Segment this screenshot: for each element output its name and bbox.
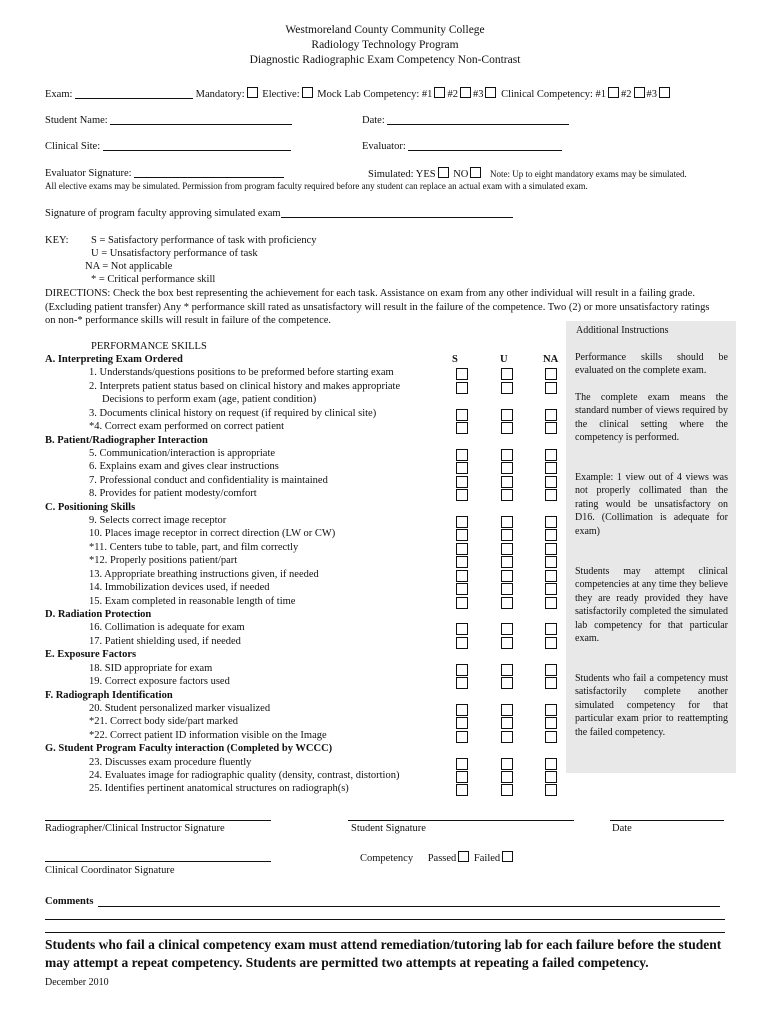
key-label: KEY: [45,235,69,246]
skill-rating-s-checkbox[interactable] [456,623,468,635]
skill-rating-s-checkbox[interactable] [456,543,468,555]
skill-rating-u-checkbox[interactable] [501,597,513,609]
faculty-signature-row [45,207,513,220]
clinical-comp-label: Clinical Competency: #1 [501,89,607,100]
skill-item-label: 25. Identifies pertinent anatomical structures on radiograph(s) [89,783,349,795]
additional-p5: Students who fail a competency must satisfactorily complete another simulated competency for that particular exam prior to reattempting the failed competency. [575,673,728,738]
form-title: Diagnostic Radiographic Exam Competency Non-Contrast [249,54,521,66]
skill-rating-u-checkbox[interactable] [501,476,513,488]
skill-item-label: 10. Places image receptor in correct direction (LW or CW) [89,528,336,540]
date-signature-label: Date [612,823,632,834]
student-name-input[interactable] [110,114,292,125]
skill-rating-u-checkbox[interactable] [501,677,513,689]
skill-rating-na-checkbox[interactable] [545,449,557,461]
student-signature-line[interactable] [348,820,574,821]
skill-rating-u-checkbox[interactable] [501,449,513,461]
skill-item-label: 16. Collimation is adequate for exam [89,622,245,634]
skill-rating-s-checkbox[interactable] [456,462,468,474]
skill-rating-s-checkbox[interactable] [456,597,468,609]
remediation-note: Students who fail a clinical competency exam must attend remediation/tutoring lab for each failure before the student may attempt a repeat competency. Students are permitted two attempts at repeating a failed competency. [45,937,722,970]
skill-rating-na-checkbox[interactable] [545,583,557,595]
key-s: S = Satisfactory performance of task with proficiency [91,235,317,246]
skill-section-heading: G. Student Program Faculty interaction (Completed by WCCC) [45,743,333,755]
skill-item-label: 13. Appropriate breathing instructions given, if needed [89,568,319,580]
skill-rating-s-checkbox[interactable] [456,449,468,461]
simulated-no-checkbox[interactable] [470,167,481,178]
coordinator-signature-line[interactable] [45,861,271,862]
skill-rating-na-checkbox[interactable] [545,677,557,689]
skill-rating-u-checkbox[interactable] [501,623,513,635]
skill-rating-u-checkbox[interactable] [501,704,513,716]
failed-checkbox[interactable] [502,851,513,862]
clinical-comp-2-label: #2 [621,89,632,100]
skill-rating-u-checkbox[interactable] [501,731,513,743]
skill-rating-u-checkbox[interactable] [501,556,513,568]
skill-rating-u-checkbox[interactable] [501,583,513,595]
additional-p2: The complete exam means the standard number of views required by the clinical setting where the competency is performed. [575,392,728,444]
clinical-comp-3-checkbox[interactable] [659,87,670,98]
skill-item-label: 7. Professional conduct and confidentiality is maintained [89,474,328,486]
elective-checkbox[interactable] [302,87,313,98]
skill-rating-s-checkbox[interactable] [456,516,468,528]
skill-rating-s-checkbox[interactable] [456,758,468,770]
skill-rating-na-checkbox[interactable] [545,476,557,488]
skill-rating-u-checkbox[interactable] [501,516,513,528]
skill-rating-s-checkbox[interactable] [456,731,468,743]
skill-item-label: 6. Explains exam and gives clear instructions [89,461,279,473]
comments-line-3[interactable] [45,932,725,933]
radiographer-signature-label: Radiographer/Clinical Instructor Signature [45,823,225,834]
skill-rating-s-checkbox[interactable] [456,489,468,501]
key-na: NA = Not applicable [85,261,173,272]
additional-instructions [566,321,736,773]
skill-section-heading: E. Exposure Factors [45,649,137,661]
skill-rating-na-checkbox[interactable] [545,771,557,783]
column-na-header: NA [543,354,559,365]
clinical-comp-3-label: #3 [646,89,658,100]
mandatory-checkbox[interactable] [247,87,258,98]
mock-lab-3-checkbox[interactable] [485,87,496,98]
student-name-row [45,114,292,127]
clinical-site-input[interactable] [103,140,291,151]
mock-lab-2-checkbox[interactable] [460,87,471,98]
skill-section-heading: D. Radiation Protection [45,608,152,620]
competency-label: Competency [360,853,414,864]
skill-rating-s-checkbox[interactable] [456,717,468,729]
skill-rating-na-checkbox[interactable] [545,489,557,501]
skill-rating-na-checkbox[interactable] [545,529,557,541]
skill-rating-na-checkbox[interactable] [545,731,557,743]
clinical-site-label: Clinical Site: [45,141,101,152]
skill-item-label: 8. Provides for patient modesty/comfort [89,488,257,500]
skill-rating-u-checkbox[interactable] [501,784,513,796]
skill-rating-s-checkbox[interactable] [456,664,468,676]
skill-rating-s-checkbox[interactable] [456,368,468,380]
additional-p3: Example: 1 view out of 4 views was not properly collimated than the rating would be unsatisfactory on D16. (Collimation is adequate for exam) [575,472,728,537]
skill-rating-na-checkbox[interactable] [545,422,557,434]
skill-rating-na-checkbox[interactable] [545,758,557,770]
skill-rating-na-checkbox[interactable] [545,570,557,582]
radiographer-signature-line[interactable] [45,820,271,821]
skill-item-label: *4. Correct exam performed on correct patient [89,421,285,433]
passed-checkbox[interactable] [458,851,469,862]
mock-lab-3-label: #3 [472,89,484,100]
clinical-comp-1-checkbox[interactable] [608,87,619,98]
failed-label: Failed [473,853,501,864]
skill-rating-na-checkbox[interactable] [545,664,557,676]
student-name-label: Student Name: [45,115,108,126]
evaluator-signature-label: Evaluator Signature: [45,168,132,179]
skill-item-label: 15. Exam completed in reasonable length of time [89,595,296,607]
skill-rating-s-checkbox[interactable] [456,677,468,689]
skill-section-heading: F. Radiograph Identification [45,689,173,701]
skill-rating-s-checkbox[interactable] [456,409,468,421]
skill-item-label: *21. Correct body side/part marked [89,716,238,728]
simulated-note: Note: Up to eight mandatory exams may be simulated. [490,169,687,179]
skill-rating-na-checkbox[interactable] [545,382,557,394]
skill-rating-na-checkbox[interactable] [545,623,557,635]
skill-rating-s-checkbox[interactable] [456,556,468,568]
exam-label: Exam: [45,89,73,100]
skill-rating-na-checkbox[interactable] [545,717,557,729]
additional-p4: Students may attempt clinical competencies at any time they believe they are ready provided they have satisfactorily completed the simulated lab competency for that particular exam. [575,566,728,645]
skill-rating-u-checkbox[interactable] [501,758,513,770]
skill-section-heading: B. Patient/Radiographer Interaction [45,434,208,446]
evaluator-label: Evaluator: [362,141,406,152]
skill-rating-na-checkbox[interactable] [545,409,557,421]
mock-lab-1-checkbox[interactable] [434,87,445,98]
skill-rating-u-checkbox[interactable] [501,664,513,676]
simulated-yes-checkbox[interactable] [438,167,449,178]
evaluator-row [362,140,562,153]
competency-row [360,851,515,865]
clinical-comp-2-checkbox[interactable] [634,87,645,98]
student-signature-label: Student Signature [351,823,426,834]
college-name: Westmoreland County Community College [285,24,485,36]
skill-rating-u-checkbox[interactable] [501,382,513,394]
elective-note: All elective exams may be simulated. Permission from program faculty required before any student can replace an actual exam with a simulated exam. [45,181,588,191]
date-row [362,114,569,127]
skill-rating-na-checkbox[interactable] [545,784,557,796]
exam-input[interactable] [75,88,193,99]
skill-rating-u-checkbox[interactable] [501,462,513,474]
program-name: Radiology Technology Program [311,39,459,51]
simulated-no-label: NO [453,169,469,180]
skill-rating-s-checkbox[interactable] [456,529,468,541]
skill-item-label: *12. Properly positions patient/part [89,555,238,567]
date-label: Date: [362,115,385,126]
skill-item-label: *22. Correct patient ID information visible on the Image [89,729,327,741]
comments-line-2[interactable] [45,919,725,920]
skill-rating-na-checkbox[interactable] [545,543,557,555]
skill-rating-na-checkbox[interactable] [545,462,557,474]
skill-rating-u-checkbox[interactable] [501,570,513,582]
mock-lab-label: Mock Lab Competency: #1 [317,89,433,100]
skill-rating-u-checkbox[interactable] [501,717,513,729]
comments-line-1[interactable] [98,906,720,907]
skill-rating-s-checkbox[interactable] [456,570,468,582]
skill-rating-u-checkbox[interactable] [501,409,513,421]
skill-rating-u-checkbox[interactable] [501,771,513,783]
mock-lab-2-label: #2 [447,89,458,100]
skill-item-label: 9. Selects correct image receptor [89,515,227,527]
skill-rating-u-checkbox[interactable] [501,637,513,649]
date-signature-line[interactable] [610,820,724,821]
skill-rating-s-checkbox[interactable] [456,704,468,716]
faculty-signature-input[interactable] [281,207,513,218]
evaluator-input[interactable] [408,140,562,151]
skill-rating-s-checkbox[interactable] [456,784,468,796]
skill-item-label: 17. Patient shielding used, if needed [89,635,241,647]
comments-label: Comments [45,896,94,907]
key-u: U = Unsatisfactory performance of task [91,248,258,259]
skill-rating-na-checkbox[interactable] [545,597,557,609]
skill-rating-u-checkbox[interactable] [501,368,513,380]
skill-section-heading: A. Interpreting Exam Ordered [45,354,183,365]
skill-item-label: 20. Student personalized marker visualized [89,702,271,714]
date-input[interactable] [387,114,569,125]
skill-item-label: 5. Communication/interaction is appropriate [89,447,276,459]
simulated-row [368,167,687,181]
skill-item-label: 18. SID appropriate for exam [89,662,213,674]
passed-label: Passed [427,853,457,864]
skill-rating-u-checkbox[interactable] [501,422,513,434]
mandatory-label: Mandatory: [195,89,245,100]
skill-item-label: *11. Centers tube to table, part, and film correctly [89,541,299,553]
skill-rating-na-checkbox[interactable] [545,368,557,380]
exam-row [45,87,672,101]
column-u-header: U [500,354,508,365]
skill-rating-na-checkbox[interactable] [545,556,557,568]
skill-rating-na-checkbox[interactable] [545,516,557,528]
skill-rating-s-checkbox[interactable] [456,583,468,595]
coordinator-signature-label: Clinical Coordinator Signature [45,865,175,876]
skill-rating-s-checkbox[interactable] [456,637,468,649]
skill-rating-s-checkbox[interactable] [456,422,468,434]
clinical-site-row [45,140,291,153]
skill-rating-u-checkbox[interactable] [501,489,513,501]
skill-item-label: 24. Evaluates image for radiographic quality (density, contrast, distortion) [89,770,400,782]
key-critical: * = Critical performance skill [91,274,216,285]
additional-p1: Performance skills should be evaluated on the complete exam. [575,352,728,377]
revision-date: December 2010 [45,977,109,988]
simulated-yes-label: Simulated: YES [368,169,436,180]
skill-item-label: Decisions to perform exam (age, patient condition) [102,394,317,406]
skill-item-label: 14. Immobilization devices used, if needed [89,582,270,594]
skill-rating-s-checkbox[interactable] [456,771,468,783]
skill-item-label: 1. Understands/questions positions to be preformed before starting exam [89,367,394,379]
skill-rating-na-checkbox[interactable] [545,637,557,649]
skill-item-label: 23. Discusses exam procedure fluently [89,756,252,768]
skill-rating-u-checkbox[interactable] [501,529,513,541]
skill-rating-s-checkbox[interactable] [456,382,468,394]
skill-rating-u-checkbox[interactable] [501,543,513,555]
elective-label: Elective: [262,89,300,100]
performance-skills-title: PERFORMANCE SKILLS [91,341,207,352]
column-s-header: S [452,354,458,365]
skill-rating-s-checkbox[interactable] [456,476,468,488]
evaluator-signature-row [45,167,284,180]
skill-section-heading: C. Positioning Skills [45,501,136,513]
skill-item-label: 3. Documents clinical history on request (if required by clinical site) [89,407,377,419]
faculty-signature-label: Signature of program faculty approving simulated exam [45,208,281,219]
skill-item-label: 19. Correct exposure factors used [89,676,230,688]
directions: DIRECTIONS: Check the box best representing the achievement for each task. Assistance on exam from any other individual will result in a failing grade. (Excluding patient transfer) Any * performance skill rated as unsatisfactory will result in the failure of the competence. Two (2) or more unsatisfactory ratings on non-* performance skills will result in failure of the competence. [45,288,710,326]
skill-item-label: 2. Interprets patient status based on clinical history and makes appropriate [89,380,401,392]
additional-instructions-title: Additional Instructions [576,325,669,336]
skill-rating-na-checkbox[interactable] [545,704,557,716]
evaluator-signature-input[interactable] [134,167,284,178]
